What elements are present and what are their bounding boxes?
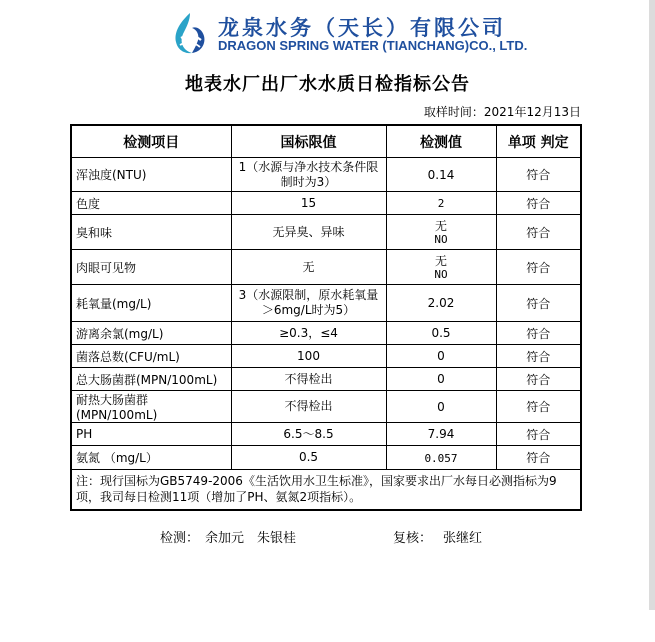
verdict-cell: 符合 (496, 192, 581, 215)
verdict-cell: 符合 (496, 423, 581, 446)
value-cell: 0 (386, 391, 496, 423)
table-row (71, 215, 581, 250)
value-text: 0.057 (424, 451, 458, 465)
verdict-cell: 符合 (496, 345, 581, 368)
verdict-cell: 符合 (496, 158, 581, 192)
item-cell: 臭和味 (71, 215, 231, 250)
item-cell: 色度 (71, 192, 231, 215)
verdict-cell: 符合 (496, 446, 581, 470)
limit-cell: 1（水源与净水技术条件限制时为3） (231, 158, 386, 192)
reviewer-name: 张继红 (443, 531, 483, 546)
note-row (71, 470, 581, 510)
header-value: 检测值 (386, 125, 496, 158)
value-cell: 0 (386, 345, 496, 368)
item-cell: 耗氧量(mg/L) (71, 285, 231, 322)
value-cell (386, 192, 496, 215)
table-row (71, 250, 581, 285)
limit-cell: 不得检出 (231, 368, 386, 391)
item-cell: 总大肠菌群(MPN/100mL) (71, 368, 231, 391)
value-subtext: NO (434, 267, 448, 281)
table-header-row (71, 125, 581, 158)
value-cell (386, 446, 496, 470)
item-cell: 游离余氯(mg/L) (71, 322, 231, 345)
table-row (71, 322, 581, 345)
verdict-cell: 符合 (496, 215, 581, 250)
limit-cell: 6.5～8.5 (231, 423, 386, 446)
item-cell: 耐热大肠菌群(MPN/100mL) (71, 391, 231, 423)
sample-time: 取样时间：2021年12月13日 (423, 105, 581, 119)
value-cell: 7.94 (386, 423, 496, 446)
table-row (71, 192, 581, 215)
item-cell: PH (71, 423, 231, 446)
limit-cell: 不得检出 (231, 391, 386, 423)
limit-cell: 3（水源限制，原水耗氧量＞6mg/L时为5） (231, 285, 386, 322)
company-name-en: DRAGON SPRING WATER (TIANCHANG)CO., LTD. (218, 38, 528, 53)
company-name-cn: 龙泉水务（天长）有限公司 (218, 16, 506, 40)
report-title: 地表水厂出厂水水质日检指标公告 (185, 74, 470, 95)
value-cell (386, 215, 496, 250)
verdict-cell: 符合 (496, 368, 581, 391)
footnote: 注：现行国标为GB5749-2006《生活饮用水卫生标准》，国家要求出厂水每日必测指标为9项，我司每日检测11项（增加了PH、氨氮2项指标）。 (71, 470, 581, 510)
limit-cell: ≥0.3，≤4 (231, 322, 386, 345)
header-item: 检测项目 (71, 125, 231, 158)
value-cell: 0.5 (386, 322, 496, 345)
verdict-cell: 符合 (496, 285, 581, 322)
value-cell: 0 (386, 368, 496, 391)
table-row (71, 285, 581, 322)
table-row (71, 423, 581, 446)
limit-cell: 无异臭、异味 (231, 215, 386, 250)
table-row (71, 158, 581, 192)
table-row (71, 391, 581, 423)
table-row (71, 345, 581, 368)
value-subtext: NO (434, 232, 448, 246)
review-label: 复核： (393, 531, 433, 546)
item-cell: 菌落总数(CFU/mL) (71, 345, 231, 368)
table-row (71, 368, 581, 391)
company-header (168, 10, 528, 56)
water-drop-swirl-logo-icon (168, 10, 212, 56)
header-limit: 国标限值 (231, 125, 386, 158)
inspector-names: 余加元 朱银桂 (205, 531, 297, 546)
item-cell: 浑浊度(NTU) (71, 158, 231, 192)
value-cell: 0.14 (386, 158, 496, 192)
value-text: 无 (434, 253, 447, 268)
value-text: 2 (437, 197, 445, 210)
water-quality-table (70, 124, 582, 511)
verdict-cell: 符合 (496, 322, 581, 345)
limit-cell: 无 (231, 250, 386, 285)
value-cell (386, 250, 496, 285)
header-verdict: 单项 判定 (496, 125, 581, 158)
limit-cell: 100 (231, 345, 386, 368)
table-row (71, 446, 581, 470)
verdict-cell: 符合 (496, 391, 581, 423)
item-cell: 氨氮 （mg/L） (71, 446, 231, 470)
value-cell: 2.02 (386, 285, 496, 322)
limit-cell: 15 (231, 192, 386, 215)
verdict-cell: 符合 (496, 250, 581, 285)
value-text: 无 (434, 218, 447, 233)
item-cell: 肉眼可见物 (71, 250, 231, 285)
limit-cell: 0.5 (231, 446, 386, 470)
inspect-label: 检测： (160, 531, 200, 546)
